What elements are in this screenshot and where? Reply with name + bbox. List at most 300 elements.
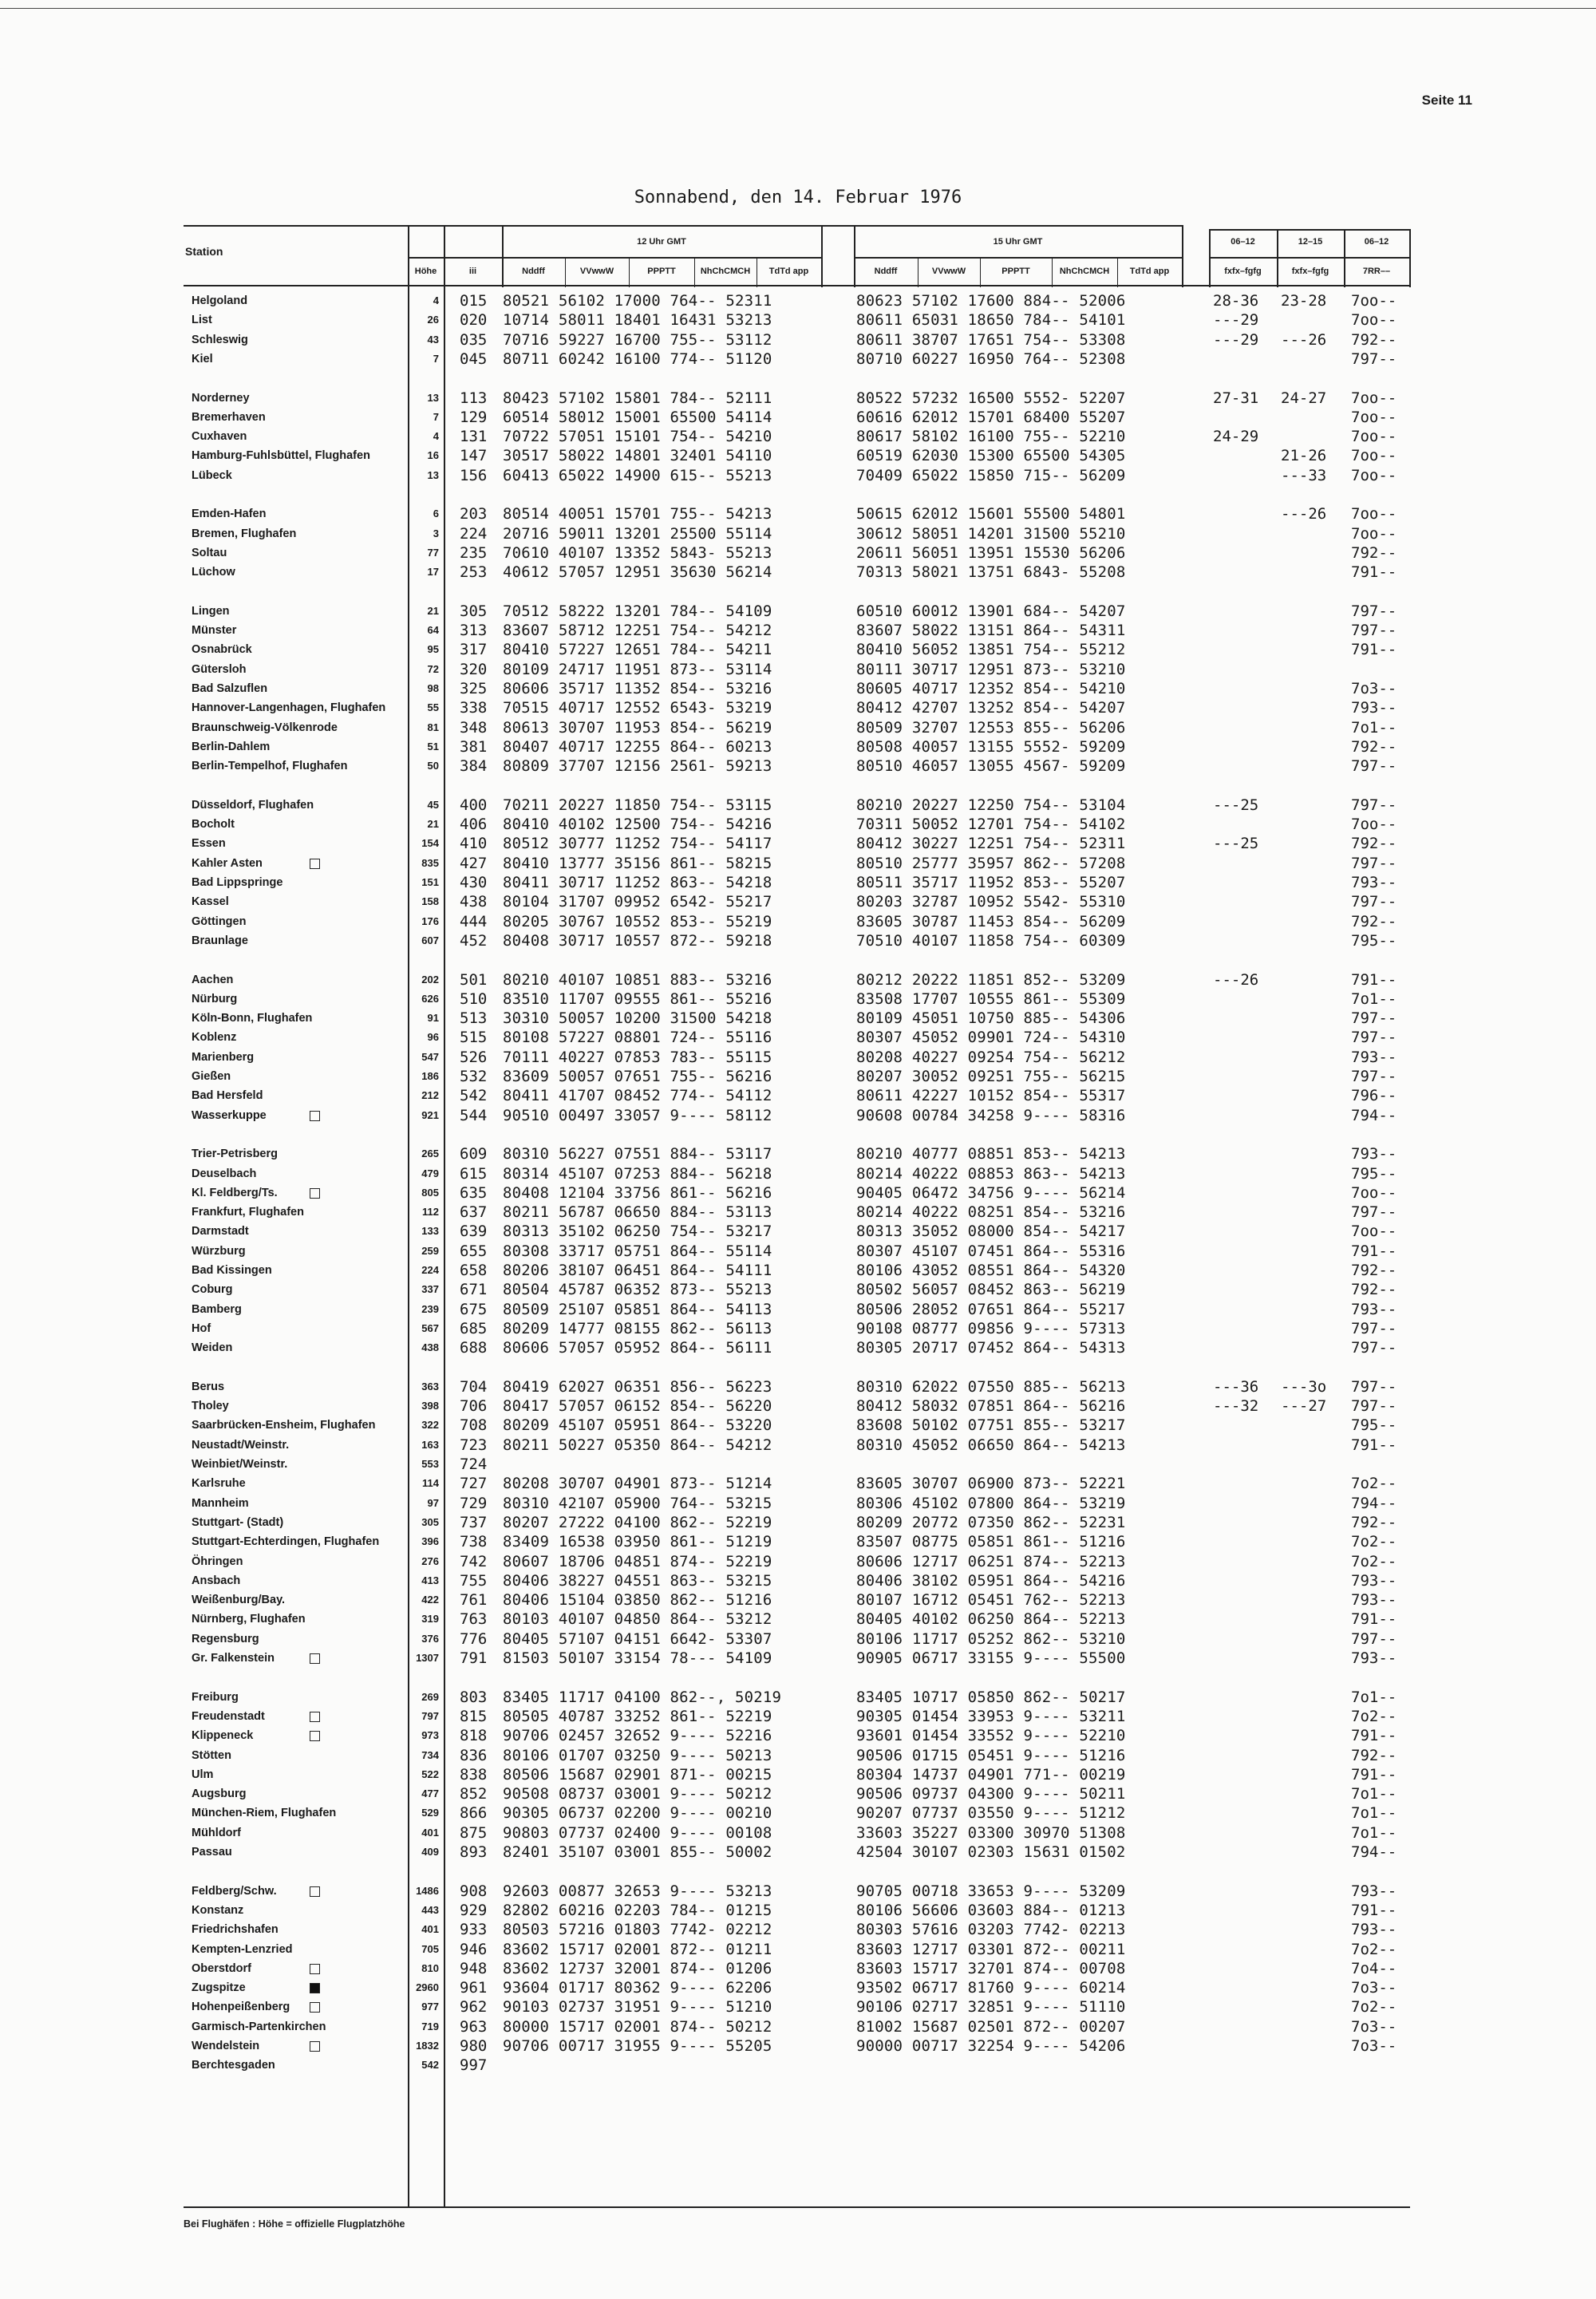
station-number: 615 [460, 1164, 488, 1183]
obs-15utc: 80304 14737 04901 771-- 00219 [856, 1765, 1126, 1784]
station-number: 761 [460, 1591, 488, 1610]
precip-0612: 7o1-- [1351, 1823, 1397, 1842]
station-height: 98 [427, 682, 439, 694]
station-name: Bad Kissingen [192, 1264, 272, 1277]
station-name: Cuxhaven [192, 430, 247, 444]
station-height: 547 [421, 1050, 439, 1063]
obs-15utc: 83603 15717 32701 874-- 00708 [856, 1959, 1126, 1977]
station-height: 719 [421, 2020, 439, 2032]
obs-12utc: 80410 40102 12500 754-- 54216 [503, 816, 772, 834]
table-row [0, 1069, 1596, 1088]
station-height: 797 [421, 1709, 439, 1722]
station-height: 1486 [416, 1884, 439, 1897]
table-row [0, 1437, 1596, 1456]
obs-12utc: 80406 38227 04551 863-- 53215 [503, 1571, 772, 1590]
obs-12utc: 80417 57057 06152 854-- 56220 [503, 1397, 772, 1416]
table-row [0, 1922, 1596, 1941]
station-name: Deuselbach [192, 1167, 257, 1180]
table-row [0, 991, 1596, 1010]
obs-15utc: 80710 60227 16950 764-- 52308 [856, 350, 1126, 368]
precip-0612: 791-- [1351, 1765, 1397, 1784]
table-row [0, 933, 1596, 952]
table-row [0, 1573, 1596, 1592]
obs-12utc: 80310 56227 07551 884-- 53117 [503, 1145, 772, 1163]
obs-12utc: 82401 35107 03001 855-- 50002 [503, 1843, 772, 1861]
table-row [0, 1767, 1596, 1786]
obs-12utc: 30310 50057 10200 31500 54218 [503, 1009, 772, 1028]
station-number: 532 [460, 1068, 488, 1085]
station-number: 675 [460, 1300, 488, 1318]
station-number: 706 [460, 1397, 488, 1416]
obs-15utc: 30612 58051 14201 31500 55210 [856, 524, 1126, 543]
table-row [0, 2019, 1596, 2038]
precip-0612: 7oo-- [1351, 466, 1397, 484]
table-row [0, 332, 1596, 351]
obs-12utc: 82802 60216 02203 784-- 01215 [503, 1901, 772, 1919]
precip-0612: 7oo-- [1351, 1223, 1397, 1241]
table-row [0, 1262, 1596, 1282]
precip-0612: 793-- [1351, 1145, 1397, 1163]
obs-12utc: 70111 40227 07853 783-- 55115 [503, 1048, 772, 1066]
station-name: Bamberg [192, 1302, 242, 1316]
obs-15utc: 20611 56051 13951 15530 56206 [856, 543, 1126, 562]
obs-12utc: 83602 12737 32001 874-- 01206 [503, 1959, 772, 1977]
station-height: 835 [421, 856, 439, 869]
station-number: 980 [460, 2037, 488, 2055]
obs-12utc: 70515 40717 12552 6543- 53219 [503, 699, 772, 717]
station-number: 253 [460, 563, 488, 582]
station-name: Kempten-Lenzried [192, 1942, 293, 1956]
station-name: Freiburg [192, 1690, 239, 1704]
obs-15utc: 90305 01454 33953 9---- 53211 [856, 1707, 1126, 1725]
period-0612b-header: 06–12 [1364, 237, 1389, 247]
station-number: 815 [460, 1707, 488, 1725]
precip-0612: 7oo-- [1351, 408, 1397, 426]
station-number: 203 [460, 505, 488, 523]
obs-12utc: 80205 30767 10552 853-- 55219 [503, 912, 772, 930]
station-name: Schleswig [192, 333, 248, 346]
obs-12utc: 80512 30777 11252 754-- 54117 [503, 835, 772, 853]
station-name: Kassel [192, 895, 229, 909]
obs-15utc: 80502 56057 08452 863-- 56219 [856, 1281, 1126, 1299]
obs-15utc: 90506 09737 04300 9---- 50211 [856, 1785, 1126, 1803]
obs-12utc: 80408 12104 33756 861-- 56216 [503, 1183, 772, 1202]
obs-15utc: 90106 02717 32851 9---- 51110 [856, 1998, 1126, 2017]
precip-0612: 7o3-- [1351, 2017, 1397, 2036]
obs-12utc: 80208 30707 04901 873-- 51214 [503, 1475, 772, 1493]
obs-15utc: 93601 01454 33552 9---- 52210 [856, 1727, 1126, 1745]
station-name: Mannheim [192, 1496, 249, 1510]
station-number: 526 [460, 1048, 488, 1066]
station-height: 443 [421, 1903, 439, 1916]
station-number: 838 [460, 1765, 488, 1784]
station-number: 045 [460, 350, 488, 368]
obs-15utc: 81002 15687 02501 872-- 00207 [856, 2017, 1126, 2036]
table-row [0, 1029, 1596, 1049]
station-height: 81 [427, 721, 439, 733]
table-row [0, 1844, 1596, 1863]
obs-15utc: 80611 42227 10152 854-- 55317 [856, 1087, 1126, 1105]
obs-12utc: 80310 42107 05900 764-- 53215 [503, 1494, 772, 1512]
obs-15utc: 80106 43052 08551 864-- 54320 [856, 1262, 1126, 1279]
obs-15utc: 90506 01715 05451 9---- 51216 [856, 1746, 1126, 1764]
gust-0612: ---36 [1213, 1377, 1259, 1396]
station-height: 363 [421, 1380, 439, 1392]
square-marker [310, 1111, 320, 1121]
obs-15utc: 80511 35717 11952 853-- 55207 [856, 874, 1126, 891]
obs-12utc: 80606 35717 11352 854-- 53216 [503, 680, 772, 697]
obs-15utc: 80305 20717 07452 864-- 54313 [856, 1339, 1126, 1357]
station-height: 2960 [416, 1981, 439, 1994]
obs-12utc: 80711 60242 16100 774-- 51120 [503, 350, 772, 368]
station-number: 946 [460, 1940, 488, 1958]
gust-1215: 23-28 [1281, 292, 1327, 310]
table-row [0, 2057, 1596, 2076]
obs-12utc: 70610 40107 13352 5843- 55213 [503, 543, 772, 562]
obs-12utc: 90803 07737 02400 9---- 00108 [503, 1823, 772, 1842]
page-number: Seite 11 [1421, 93, 1472, 108]
col12-vvwww-header: VVwwW [579, 267, 614, 276]
table-row [0, 1243, 1596, 1262]
obs-12utc: 83602 15717 02001 872-- 01211 [503, 1940, 772, 1958]
precip-0612: 792-- [1351, 543, 1397, 562]
table-row [0, 855, 1596, 875]
precip-0612: 791-- [1351, 970, 1397, 989]
gust-0612: ---25 [1213, 835, 1259, 853]
sub-0612b-header: 7RR–– [1362, 267, 1391, 276]
obs-15utc: 70510 40107 11858 754-- 60309 [856, 931, 1126, 950]
precip-0612: 793-- [1351, 874, 1397, 891]
obs-12utc: 83409 16538 03950 861-- 51219 [503, 1533, 772, 1551]
station-height: 529 [421, 1807, 439, 1819]
station-height: 112 [422, 1206, 439, 1219]
obs-15utc: 80106 11717 05252 862-- 53210 [856, 1629, 1126, 1648]
period-1215-header: 12–15 [1298, 237, 1323, 247]
obs-15utc: 80307 45052 09901 724-- 54310 [856, 1029, 1126, 1047]
obs-12utc: 70211 20227 11850 754-- 53115 [503, 796, 772, 814]
obs-15utc: 80209 20772 07350 862-- 52231 [856, 1513, 1126, 1531]
obs-15utc: 80508 40057 13155 5552- 59209 [856, 737, 1126, 756]
station-number: 501 [460, 970, 488, 989]
station-header: Station [185, 245, 223, 258]
station-number: 963 [460, 2017, 488, 2036]
station-height: 6 [433, 508, 439, 520]
station-number: 035 [460, 330, 488, 349]
obs-15utc: 83605 30707 06900 873-- 52221 [856, 1475, 1126, 1493]
station-height: 21 [427, 604, 439, 617]
station-height: 401 [421, 1826, 439, 1839]
table-row [0, 1805, 1596, 1824]
obs-12utc: 10714 58011 18401 16431 53213 [503, 311, 772, 330]
table-row [0, 526, 1596, 545]
precip-0612: 796-- [1351, 1087, 1397, 1105]
precip-0612: 795-- [1351, 1164, 1397, 1183]
station-height: 21 [427, 818, 439, 831]
obs-12utc: 83510 11707 09555 861-- 55216 [503, 990, 772, 1008]
precip-0612: 794-- [1351, 1843, 1397, 1861]
gust-1215: ---26 [1281, 505, 1327, 523]
station-height: 1307 [416, 1652, 439, 1664]
station-name: Kiel [192, 352, 213, 365]
table-row [0, 700, 1596, 719]
station-number: 410 [460, 835, 488, 853]
station-number: 737 [460, 1513, 488, 1531]
station-number: 384 [460, 757, 488, 776]
station-height: 810 [421, 1961, 439, 1974]
precip-0612: 7o3-- [1351, 2037, 1397, 2055]
table-row [0, 2038, 1596, 2057]
precip-0612: 792-- [1351, 835, 1397, 853]
station-name: Stötten [192, 1748, 231, 1762]
obs-12utc: 40612 57057 12951 35630 56214 [503, 563, 772, 582]
obs-12utc: 80000 15717 02001 874-- 50212 [503, 2017, 772, 2036]
precip-0612: 7oo-- [1351, 505, 1397, 523]
precip-0612: 7oo-- [1351, 389, 1397, 407]
hoehe-header: Höhe [414, 267, 437, 276]
obs-15utc: 33603 35227 03300 30970 51308 [856, 1823, 1126, 1842]
precip-0612: 791-- [1351, 1727, 1397, 1745]
obs-12utc: 80108 57227 08801 724-- 55116 [503, 1029, 772, 1047]
obs-12utc: 80423 57102 15801 784-- 52111 [503, 389, 772, 407]
station-height: 705 [421, 1942, 439, 1955]
obs-12utc: 80406 15104 03850 862-- 51216 [503, 1591, 772, 1610]
station-number: 348 [460, 718, 488, 737]
obs-15utc: 80412 42707 13252 854-- 54207 [856, 699, 1126, 717]
station-number: 325 [460, 680, 488, 697]
station-number: 933 [460, 1921, 488, 1939]
precip-0612: 7o2-- [1351, 1940, 1397, 1958]
obs-15utc: 80214 40222 08853 863-- 54213 [856, 1164, 1126, 1183]
square-marker [310, 1731, 320, 1741]
station-height: 805 [421, 1186, 439, 1199]
table-row [0, 1689, 1596, 1708]
station-name: Emden-Hafen [192, 508, 267, 521]
group-15-header: 15 Uhr GMT [993, 237, 1043, 247]
station-name: Stuttgart- (Stadt) [192, 1515, 284, 1529]
table-row [0, 1515, 1596, 1534]
station-name: Darmstadt [192, 1225, 249, 1238]
station-name: Mühldorf [192, 1826, 242, 1839]
station-height: 7 [433, 410, 439, 423]
obs-15utc: 80412 58032 07851 864-- 56216 [856, 1397, 1126, 1416]
station-height: 77 [427, 546, 439, 559]
station-name: List [192, 314, 212, 327]
station-name: Augsburg [192, 1787, 247, 1801]
obs-15utc: 83507 08775 05851 861-- 51216 [856, 1533, 1126, 1551]
obs-12utc: 70722 57051 15101 754-- 54210 [503, 428, 772, 446]
obs-15utc: 80509 32707 12553 855-- 56206 [856, 718, 1126, 737]
obs-15utc: 80214 40222 08251 854-- 53216 [856, 1203, 1126, 1222]
station-number: 444 [460, 912, 488, 930]
station-height: 239 [421, 1302, 439, 1315]
obs-15utc: 60510 60012 13901 684-- 54207 [856, 602, 1126, 620]
obs-12utc: 80407 40717 12255 864-- 60213 [503, 737, 772, 756]
obs-12utc: 80210 40107 10851 883-- 53216 [503, 970, 772, 989]
obs-15utc: 80303 57616 03203 7742- 02213 [856, 1921, 1126, 1939]
obs-12utc: 80211 56787 06650 884-- 53113 [503, 1203, 772, 1222]
precip-0612: 793-- [1351, 1048, 1397, 1066]
precip-0612: 797-- [1351, 893, 1397, 911]
obs-12utc: 92603 00877 32653 9---- 53213 [503, 1882, 772, 1900]
station-number: 381 [460, 737, 488, 756]
station-name: Konstanz [192, 1903, 244, 1917]
station-height: 13 [427, 391, 439, 404]
obs-15utc: 80611 65031 18650 784-- 54101 [856, 311, 1126, 330]
station-name: Essen [192, 837, 226, 851]
station-height: 398 [421, 1400, 439, 1412]
precip-0612: 793-- [1351, 1300, 1397, 1318]
station-name: Bad Lippspringe [192, 876, 283, 889]
table-row [0, 293, 1596, 312]
station-height: 477 [421, 1787, 439, 1800]
table-row [0, 351, 1596, 370]
precip-0612: 793-- [1351, 1591, 1397, 1610]
station-height: 151 [421, 876, 439, 888]
station-number: 708 [460, 1416, 488, 1435]
obs-15utc: 90608 00784 34258 9---- 58316 [856, 1106, 1126, 1124]
obs-15utc: 80107 16712 05451 762-- 52213 [856, 1591, 1126, 1610]
obs-12utc: 80411 30717 11252 863-- 54218 [503, 874, 772, 891]
obs-12utc: 80613 30707 11953 854-- 56219 [503, 718, 772, 737]
obs-15utc: 80412 30227 12251 754-- 52311 [856, 835, 1126, 853]
precip-0612: 797-- [1351, 1029, 1397, 1047]
obs-12utc: 93604 01717 80362 9---- 62206 [503, 1979, 772, 1997]
obs-12utc: 30517 58022 14801 32401 54110 [503, 447, 772, 465]
station-number: 742 [460, 1552, 488, 1570]
square-marker [310, 2002, 320, 2013]
gust-0612: ---26 [1213, 970, 1259, 989]
station-name: München-Riem, Flughafen [192, 1807, 337, 1820]
obs-15utc: 80111 30717 12951 873-- 53210 [856, 660, 1126, 678]
table-row [0, 1708, 1596, 1728]
station-height: 977 [421, 2001, 439, 2013]
obs-15utc: 80306 45102 07800 864-- 53219 [856, 1494, 1126, 1512]
table-row [0, 1398, 1596, 1417]
precip-0612: 793-- [1351, 1649, 1397, 1667]
precip-0612: 797-- [1351, 796, 1397, 814]
table-row [0, 1223, 1596, 1242]
obs-15utc: 80605 40717 12352 854-- 54210 [856, 680, 1126, 697]
square-marker [310, 859, 320, 869]
station-name: Freudenstadt [192, 1709, 265, 1723]
obs-12utc: 80505 40787 33252 861-- 52219 [503, 1707, 772, 1725]
table-row [0, 875, 1596, 894]
station-number: 020 [460, 311, 488, 330]
obs-15utc: 80109 45051 10750 885-- 54306 [856, 1009, 1126, 1028]
obs-15utc: 70409 65022 15850 715-- 56209 [856, 466, 1126, 484]
obs-12utc: 81503 50107 33154 78--- 54109 [503, 1649, 772, 1667]
obs-12utc: 80109 24717 11951 873-- 53114 [503, 660, 772, 678]
filled-square-marker [310, 1983, 320, 1993]
station-number: 235 [460, 543, 488, 562]
obs-15utc: 80203 32787 10952 5542- 55310 [856, 893, 1126, 911]
table-row [0, 1534, 1596, 1553]
table-row [0, 1592, 1596, 1611]
obs-15utc: 80212 20222 11851 852-- 53209 [856, 970, 1126, 989]
station-number: 438 [460, 893, 488, 911]
precip-0612: 792-- [1351, 1513, 1397, 1531]
obs-15utc: 83607 58022 13151 864-- 54311 [856, 622, 1126, 640]
station-number: 113 [460, 389, 488, 407]
obs-15utc: 60519 62030 15300 65500 54305 [856, 447, 1126, 465]
obs-15utc: 90405 06472 34756 9---- 56214 [856, 1183, 1126, 1202]
obs-15utc: 80406 38102 05951 864-- 54216 [856, 1571, 1126, 1590]
obs-12utc: 83607 58712 12251 754-- 54212 [503, 622, 772, 640]
obs-12utc: 80206 38107 06451 864-- 54111 [503, 1262, 772, 1279]
station-name: Gütersloh [192, 662, 247, 676]
obs-15utc: 93502 06717 81760 9---- 60214 [856, 1979, 1126, 1997]
table-row [0, 835, 1596, 855]
footnote: Bei Flughäfen : Höhe = offizielle Flugplatzhöhe [184, 2218, 405, 2230]
station-number: 131 [460, 428, 488, 446]
obs-12utc: 83405 11717 04100 862--, 50219 [503, 1688, 782, 1706]
station-height: 4 [433, 430, 439, 443]
station-height: 186 [421, 1070, 439, 1082]
table-row [0, 1010, 1596, 1029]
obs-15utc: 80313 35052 08000 854-- 54217 [856, 1223, 1126, 1241]
table-row [0, 758, 1596, 777]
station-number: 727 [460, 1475, 488, 1493]
square-marker [310, 1886, 320, 1897]
precip-0612: 797-- [1351, 602, 1397, 620]
obs-15utc: 90000 00717 32254 9---- 54206 [856, 2037, 1126, 2055]
precip-0612: 7o3-- [1351, 1979, 1397, 1997]
station-number: 688 [460, 1339, 488, 1357]
obs-12utc: 80506 15687 02901 871-- 00215 [503, 1765, 772, 1784]
precip-0612: 797-- [1351, 1203, 1397, 1222]
station-name: Tholey [192, 1400, 229, 1413]
table-row [0, 1417, 1596, 1436]
gust-0612: 24-29 [1213, 428, 1259, 446]
precip-0612: 797-- [1351, 1009, 1397, 1028]
station-height: 322 [421, 1419, 439, 1432]
precip-0612: 7oo-- [1351, 524, 1397, 543]
station-name: Bad Hersfeld [192, 1089, 263, 1103]
station-number: 836 [460, 1746, 488, 1764]
station-name: Bad Salzuflen [192, 682, 268, 695]
sub-0612-header: fxfx–fgfg [1224, 267, 1262, 276]
station-name: Osnabrück [192, 643, 252, 657]
precip-0612: 7o2-- [1351, 1552, 1397, 1570]
table-row [0, 1999, 1596, 2018]
precip-0612: 7oo-- [1351, 292, 1397, 310]
obs-15utc: 83405 10717 05850 862-- 50217 [856, 1688, 1126, 1706]
station-name: Berus [192, 1380, 225, 1393]
precip-0612: 7o1-- [1351, 990, 1397, 1008]
table-row [0, 506, 1596, 525]
precip-0612: 792-- [1351, 1746, 1397, 1764]
col12-tdtd-header: TdTd app [768, 267, 809, 276]
station-number: 406 [460, 816, 488, 834]
station-height: 91 [427, 1012, 439, 1025]
station-number: 704 [460, 1377, 488, 1396]
station-number: 400 [460, 796, 488, 814]
table-row [0, 1146, 1596, 1165]
table-row [0, 1282, 1596, 1301]
obs-15utc: 80210 40777 08851 853-- 54213 [856, 1145, 1126, 1163]
station-number: 755 [460, 1571, 488, 1590]
obs-15utc: 80510 25777 35957 862-- 57208 [856, 854, 1126, 872]
table-row [0, 642, 1596, 661]
col15-nddff-header: Nddff [874, 267, 898, 276]
gust-0612: ---32 [1213, 1397, 1259, 1416]
station-name: Berlin-Tempelhof, Flughafen [192, 760, 348, 773]
station-number: 961 [460, 1979, 488, 1997]
station-number: 129 [460, 408, 488, 426]
obs-12utc: 80521 56102 17000 764-- 52311 [503, 292, 772, 310]
col15-tdtd-header: TdTd app [1129, 267, 1170, 276]
gust-1215: ---27 [1281, 1397, 1327, 1416]
